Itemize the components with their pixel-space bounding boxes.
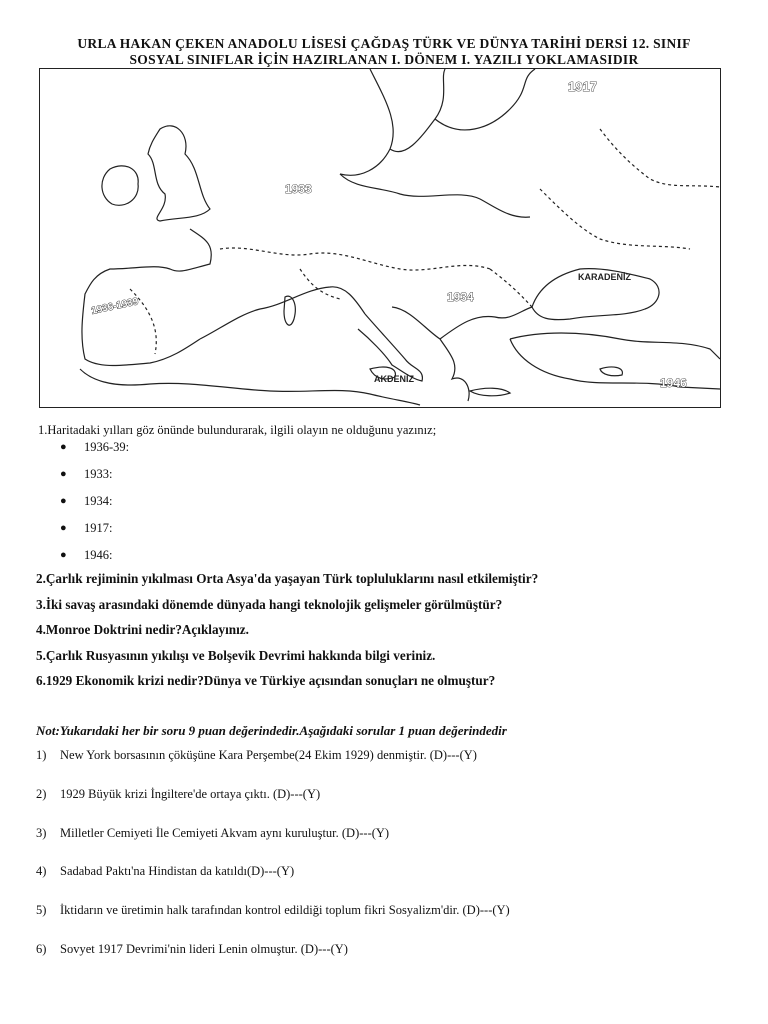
item-text: New York borsasının çöküşüne Kara Perşembe(24 Ekim 1929) denmiştir. (D)---(Y) xyxy=(60,748,477,762)
bullet-icon: ● xyxy=(60,495,67,507)
year-label: 1946: xyxy=(84,548,113,562)
item-text: Sovyet 1917 Devrimi'nin lideri Lenin olmuştur. (D)---(Y) xyxy=(60,941,348,956)
list-item xyxy=(36,787,510,826)
map-label-1936-1939: 1936-1939 xyxy=(90,296,140,317)
bullet-icon: ● xyxy=(60,522,67,534)
list-item xyxy=(36,864,510,903)
map-label-1933: 1933 xyxy=(285,182,312,196)
year-list xyxy=(60,440,129,575)
item-number: 6) xyxy=(36,941,47,956)
list-item xyxy=(36,826,510,865)
question-3: 3.İki savaş arasındaki dönemde dünyada hangi teknolojik gelişmeler görülmüştür? xyxy=(36,596,503,612)
item-number: 3) xyxy=(36,825,47,840)
exam-title-line1: URLA HAKAN ÇEKEN ANADOLU LİSESİ ÇAĞDAŞ TÜRK VE DÜNYA TARİHİ DERSİ 12. SINIF xyxy=(77,36,691,51)
item-number: 1) xyxy=(36,748,47,762)
question-1-prompt: 1.Haritadaki yılları göz önünde bulundurarak, ilgili olayın ne olduğunu yazınız; xyxy=(38,423,437,437)
bullet-icon: ● xyxy=(60,468,67,480)
list-item xyxy=(60,440,129,467)
item-number: 2) xyxy=(36,786,47,801)
bullet-icon: ● xyxy=(60,549,67,561)
item-text: Sadabad Paktı'na Hindistan da katıldı(D)---(Y) xyxy=(60,864,295,879)
item-text: İktidarın ve üretimin halk tarafından kontrol edildiği toplum fikri Sosyalizm'dir. (D)---(Y) xyxy=(60,903,510,918)
item-number: 5) xyxy=(36,903,47,918)
list-item xyxy=(60,521,129,548)
map-label-1917: 1917 xyxy=(568,79,597,94)
europe-outline-map xyxy=(39,68,721,408)
question-2: 2.Çarlık rejiminin yıkılması Orta Asya'da yaşayan Türk topluluklarını nasıl etkilemiştir? xyxy=(36,571,539,586)
list-item xyxy=(36,748,510,787)
item-text: 1929 Büyük krizi İngiltere'de ortaya çıktı. (D)---(Y) xyxy=(60,786,321,801)
exam-title-line2: SOSYAL SINIFLAR İÇİN HAZIRLANAN I. DÖNEM I. YAZILI YOKLAMASIDIR xyxy=(129,52,639,67)
map-label-1934: 1934 xyxy=(447,290,474,304)
list-item xyxy=(60,494,129,521)
item-number: 4) xyxy=(36,864,47,879)
question-6: 6.1929 Ekonomik krizi nedir?Dünya ve Türkiye açısından sonuçları ne olmuştur? xyxy=(36,673,496,688)
question-5: 5.Çarlık Rusyasının yıkılışı ve Bolşevik Devrimi hakkında bilgi veriniz. xyxy=(36,647,436,663)
open-questions xyxy=(36,571,538,699)
true-false-list xyxy=(36,748,510,981)
map-label-1946: 1946 xyxy=(660,376,687,390)
year-label: 1933: xyxy=(84,467,113,481)
year-label: 1917: xyxy=(84,521,113,535)
points-note: Not:Yukarıdaki her bir soru 9 puan değerindedir.Aşağıdaki sorular 1 puan değerindedir xyxy=(36,723,507,738)
item-text: Milletler Cemiyeti İle Cemiyeti Akvam aynı kuruluştur. (D)---(Y) xyxy=(60,825,390,840)
map-label-akdeniz: AKDENİZ xyxy=(374,374,414,384)
question-4: 4.Monroe Doktrini nedir?Açıklayınız. xyxy=(36,622,249,637)
bullet-icon: ● xyxy=(60,441,67,453)
year-label: 1934: xyxy=(84,494,113,508)
list-item xyxy=(36,942,510,981)
map-label-karadeniz: KARADENİZ xyxy=(578,272,631,282)
list-item xyxy=(36,903,510,942)
list-item xyxy=(60,467,129,494)
year-label: 1936-39: xyxy=(84,440,130,454)
